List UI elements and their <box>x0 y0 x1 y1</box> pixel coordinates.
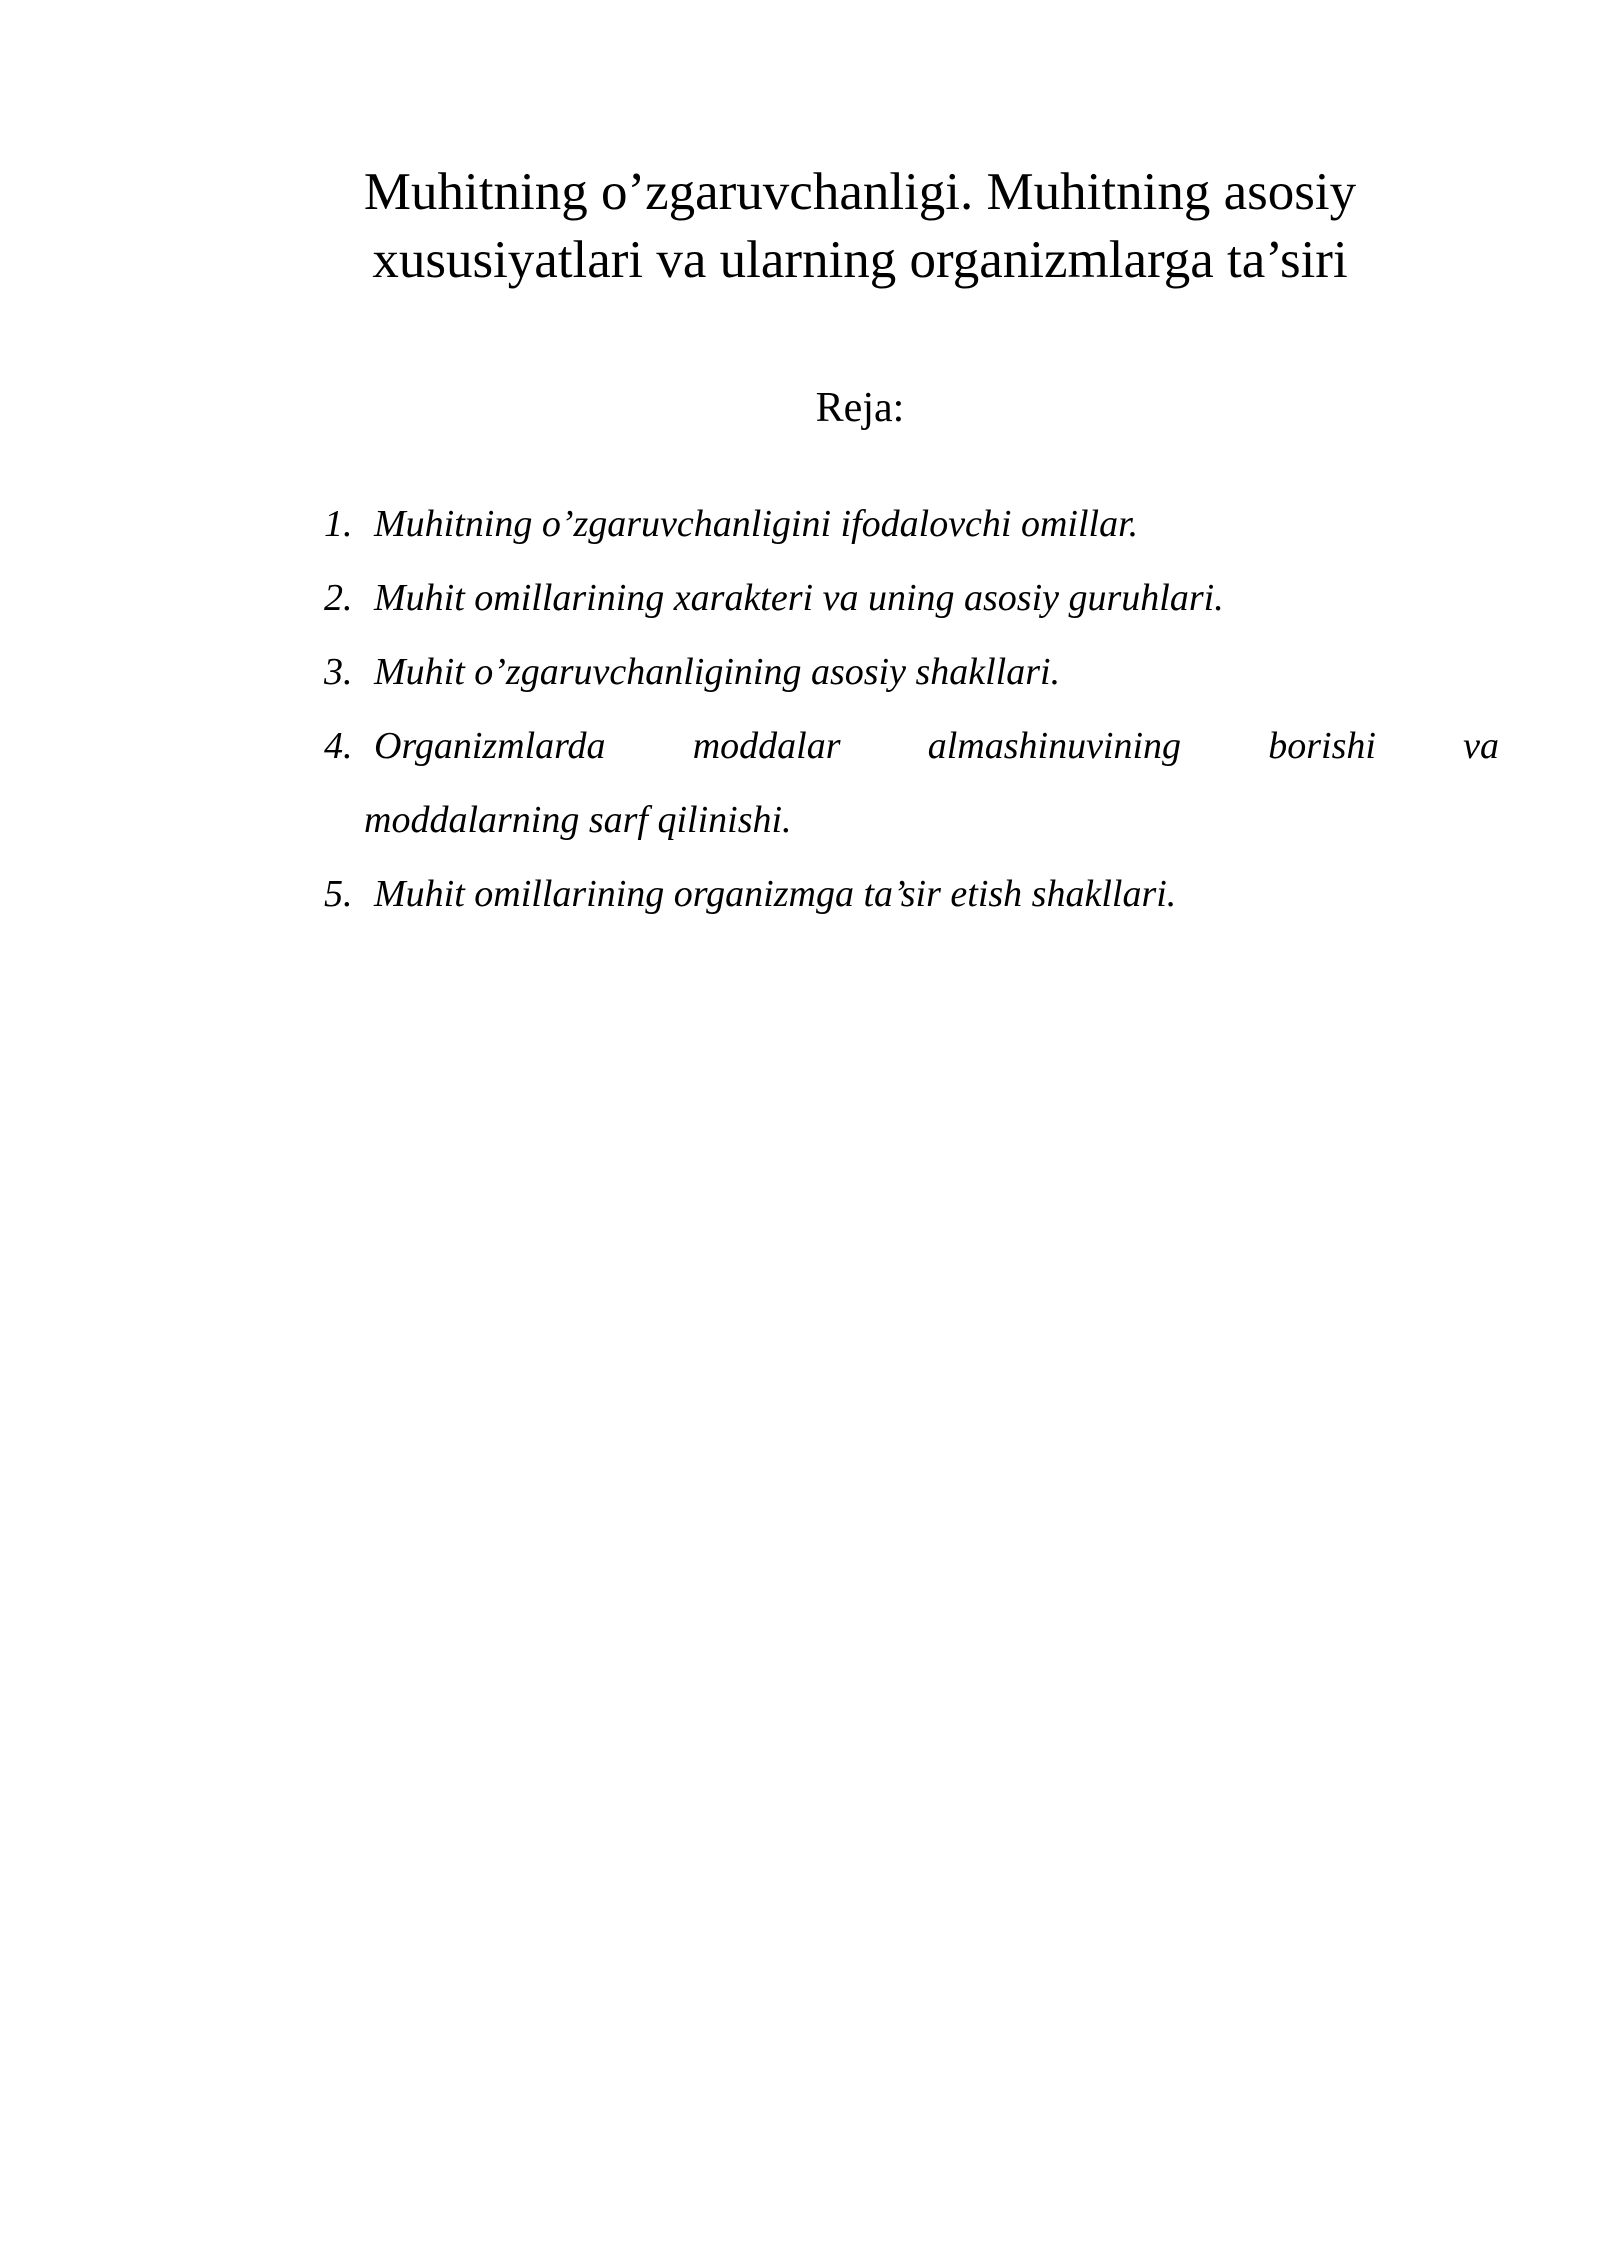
title-line-1: Muhitning o’zgaruvchanligi. Muhitning asosiy <box>363 163 1357 221</box>
plan-list <box>324 487 1499 931</box>
plan-item-3 <box>324 635 1499 709</box>
plan-item-5 <box>324 857 1499 931</box>
plan-item-2 <box>324 561 1499 635</box>
plan-item-number: 2. <box>324 577 353 619</box>
document-title <box>200 158 1520 294</box>
plan-item-4 <box>324 709 1499 857</box>
title-line-2: xususiyatlari va ularning organizmlarga ta’siri <box>372 231 1348 289</box>
plan-item-number: 4. <box>324 725 353 767</box>
plan-heading: Reja: <box>815 385 905 431</box>
plan-item-1 <box>324 487 1499 561</box>
plan-item-word: almashinuvining <box>927 725 1182 767</box>
plan-item-number: 1. <box>324 503 353 545</box>
plan-item-number: 3. <box>324 651 353 693</box>
plan-item-number: 5. <box>324 873 353 915</box>
plan-item-word: borishi <box>1268 725 1376 767</box>
plan-item-text: Muhitning o’zgaruvchanligini ifodalovchi omillar. <box>374 503 1139 545</box>
plan-item-text: Muhit o’zgaruvchanligining asosiy shakllari. <box>374 651 1061 693</box>
plan-item-word: Organizmlarda <box>374 725 606 767</box>
plan-item-word: va <box>1463 725 1499 767</box>
plan-item-text: Muhit omillarining xarakteri va uning asosiy guruhlari. <box>374 577 1224 619</box>
plan-item-text: Muhit omillarining organizmga ta’sir etish shakllari. <box>374 873 1177 915</box>
plan-item-word: moddalar <box>692 725 841 767</box>
plan-item-4-continuation: moddalarning sarf qilinishi. <box>364 799 792 841</box>
plan-item-4-lead <box>324 709 606 783</box>
plan-item-4-first-line <box>324 709 1499 783</box>
